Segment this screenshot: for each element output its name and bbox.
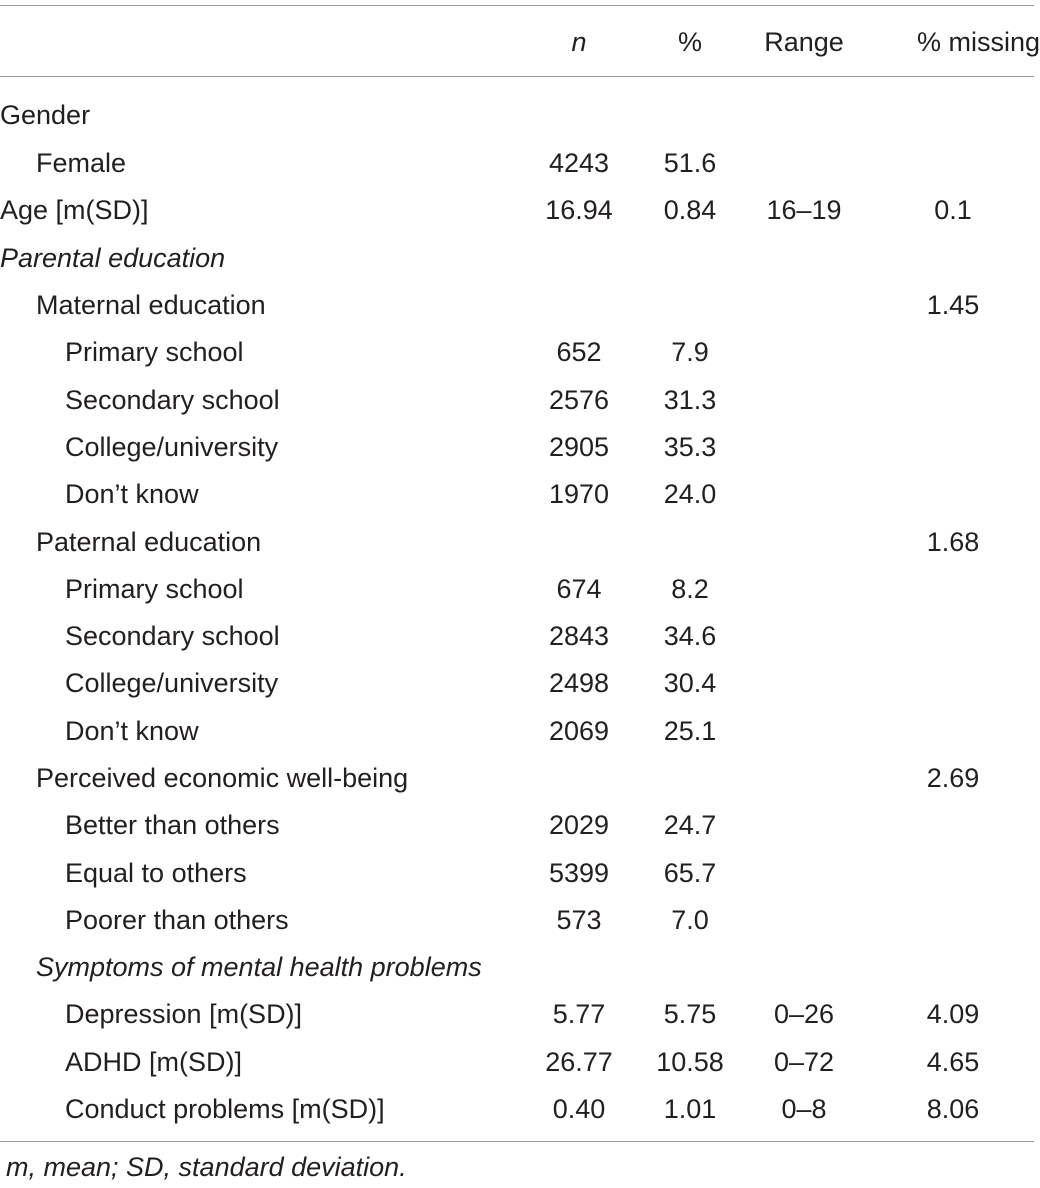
cell-missing <box>866 329 1040 376</box>
cell-range <box>742 897 866 944</box>
cell-missing <box>866 471 1040 518</box>
header-n: n <box>571 26 587 57</box>
cell-n <box>520 235 638 282</box>
row-label: Symptoms of mental health problems <box>36 952 482 983</box>
row-label: Gender <box>0 99 91 130</box>
table-row <box>0 140 1040 187</box>
cell-missing <box>866 944 1040 991</box>
cell-range: 0–8 <box>781 1094 827 1125</box>
row-label: Maternal education <box>36 290 266 321</box>
cell-range: 0–26 <box>773 999 835 1030</box>
cell-n <box>520 944 638 991</box>
cell-percent <box>638 235 742 282</box>
header-label <box>0 16 520 68</box>
cell-percent: 1.01 <box>663 1094 717 1125</box>
cell-percent: 5.75 <box>663 999 717 1030</box>
row-label: Secondary school <box>65 621 280 652</box>
cell-n: 2843 <box>548 621 610 652</box>
cell-n: 2576 <box>548 384 610 415</box>
cell-percent: 24.0 <box>663 479 717 510</box>
header-percent: % <box>677 26 702 57</box>
table-row <box>0 518 1040 565</box>
cell-percent: 8.2 <box>671 573 709 604</box>
cell-n <box>520 68 638 140</box>
table-row <box>0 708 1040 755</box>
cell-missing: 2.69 <box>926 763 980 793</box>
table-row <box>0 235 1040 282</box>
cell-percent: 34.6 <box>663 621 717 652</box>
cell-n: 2498 <box>548 668 610 699</box>
cell-range: 0–72 <box>773 1046 835 1077</box>
cell-range <box>742 329 866 376</box>
cell-percent <box>638 518 742 565</box>
table-row <box>0 1086 1040 1133</box>
table-header-row <box>0 16 1040 68</box>
table-row <box>0 660 1040 707</box>
table-row <box>0 187 1040 234</box>
cell-range <box>742 708 866 755</box>
cell-n: 573 <box>556 904 602 935</box>
row-label: Depression [m(SD)] <box>65 999 303 1030</box>
cell-n: 5399 <box>548 857 610 888</box>
cell-missing: 1.45 <box>926 290 980 321</box>
cell-percent: 7.9 <box>671 337 709 368</box>
table-bottom-rule <box>0 1141 1034 1142</box>
table-row <box>0 897 1040 944</box>
cell-missing <box>866 235 1040 282</box>
cell-range <box>742 755 866 802</box>
cell-percent: 65.7 <box>663 857 717 888</box>
table-row <box>0 802 1040 849</box>
cell-n <box>520 755 638 802</box>
cell-percent: 24.7 <box>663 810 717 841</box>
cell-percent: 25.1 <box>663 715 717 746</box>
cell-range <box>742 376 866 423</box>
cell-n: 26.77 <box>545 1046 613 1077</box>
row-label: Paternal education <box>36 526 262 557</box>
cell-missing <box>866 140 1040 187</box>
table-row <box>0 755 1040 802</box>
cell-n: 652 <box>556 337 602 368</box>
cell-missing: 4.09 <box>926 999 980 1030</box>
table-row <box>0 566 1040 613</box>
table-row <box>0 282 1040 329</box>
header-range: Range <box>764 26 844 57</box>
cell-range <box>742 140 866 187</box>
row-label: Better than others <box>65 810 280 841</box>
table-row <box>0 991 1040 1038</box>
descriptive-statistics-table <box>0 16 1040 1133</box>
row-label: College/university <box>65 668 279 699</box>
row-label: Perceived economic well-being <box>36 763 409 793</box>
cell-missing <box>866 897 1040 944</box>
cell-percent: 31.3 <box>663 384 717 415</box>
cell-range <box>742 566 866 613</box>
cell-percent <box>638 68 742 140</box>
table-row <box>0 1039 1040 1086</box>
cell-percent: 51.6 <box>663 148 717 179</box>
cell-n: 4243 <box>548 148 610 179</box>
table-row <box>0 849 1040 896</box>
row-label: Secondary school <box>65 384 280 415</box>
cell-range <box>742 660 866 707</box>
cell-percent <box>638 282 742 329</box>
row-label: Poorer than others <box>65 904 289 935</box>
table-footnote: m, mean; SD, standard deviation. <box>6 1152 407 1182</box>
cell-missing <box>866 849 1040 896</box>
cell-range <box>742 471 866 518</box>
cell-missing <box>866 802 1040 849</box>
cell-missing <box>866 566 1040 613</box>
cell-missing: 1.68 <box>926 526 980 557</box>
table-row <box>0 68 1040 140</box>
cell-percent: 0.84 <box>663 195 717 226</box>
table-row <box>0 471 1040 518</box>
cell-missing <box>866 68 1040 140</box>
cell-range <box>742 68 866 140</box>
cell-missing <box>866 376 1040 423</box>
cell-range <box>742 282 866 329</box>
cell-missing <box>866 708 1040 755</box>
row-label: Equal to others <box>65 857 247 888</box>
cell-missing <box>866 660 1040 707</box>
row-label: ADHD [m(SD)] <box>65 1046 242 1077</box>
table-row <box>0 613 1040 660</box>
cell-range <box>742 613 866 660</box>
cell-n <box>520 518 638 565</box>
cell-range <box>742 849 866 896</box>
cell-n: 674 <box>556 573 602 604</box>
cell-percent <box>638 755 742 802</box>
cell-percent: 30.4 <box>663 668 717 699</box>
cell-n: 2069 <box>548 715 610 746</box>
cell-n: 5.77 <box>552 999 606 1030</box>
row-label: Don’t know <box>65 715 199 746</box>
cell-missing: 4.65 <box>926 1046 980 1077</box>
cell-n: 2029 <box>548 810 610 841</box>
table-row <box>0 424 1040 471</box>
row-label: Primary school <box>65 573 244 604</box>
cell-range <box>742 518 866 565</box>
row-label: Parental education <box>0 242 226 273</box>
table-row <box>0 376 1040 423</box>
cell-percent: 35.3 <box>663 431 717 462</box>
cell-n: 1970 <box>548 479 610 510</box>
cell-percent <box>638 944 742 991</box>
row-label: Don’t know <box>65 479 199 510</box>
cell-range: 16–19 <box>766 195 842 226</box>
row-label: Primary school <box>65 337 244 368</box>
cell-missing <box>866 424 1040 471</box>
cell-range <box>742 944 866 991</box>
table-row <box>0 329 1040 376</box>
row-label: Conduct problems [m(SD)] <box>65 1094 385 1125</box>
cell-n: 2905 <box>548 431 610 462</box>
cell-n <box>520 282 638 329</box>
cell-range <box>742 802 866 849</box>
cell-n: 16.94 <box>545 195 613 226</box>
header-percent-missing: % missing <box>916 26 1040 57</box>
cell-percent: 7.0 <box>671 904 709 935</box>
row-label: Female <box>36 148 127 179</box>
cell-missing <box>866 613 1040 660</box>
row-label: Age [m(SD)] <box>0 195 149 226</box>
cell-n: 0.40 <box>552 1094 606 1125</box>
cell-percent: 10.58 <box>656 1046 724 1077</box>
table-row <box>0 944 1040 991</box>
cell-missing: 0.1 <box>934 195 972 226</box>
cell-range <box>742 235 866 282</box>
cell-missing: 8.06 <box>926 1094 980 1125</box>
cell-range <box>742 424 866 471</box>
table-top-rule <box>0 5 1034 6</box>
row-label: College/university <box>65 431 279 462</box>
